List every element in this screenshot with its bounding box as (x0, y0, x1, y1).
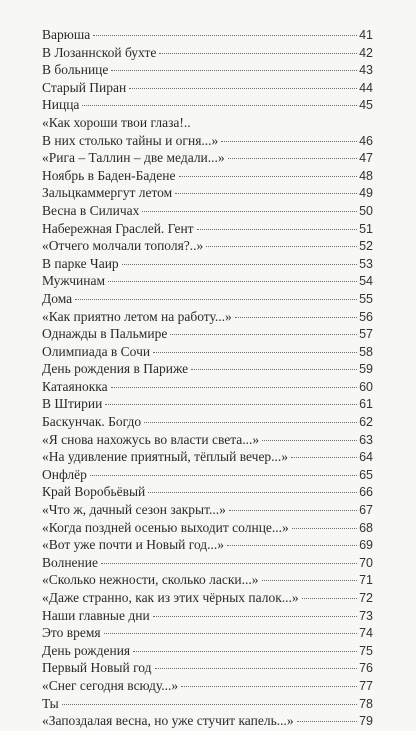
toc-entry-title: Это время (42, 625, 101, 641)
toc-entry-title: В Лозаннской бухте (42, 44, 157, 60)
toc-dot-leader (191, 369, 357, 370)
toc-entry-page-number: 41 (359, 28, 373, 42)
toc-dot-leader (104, 633, 357, 634)
toc-dot-leader (262, 580, 358, 581)
toc-entry (42, 395, 373, 413)
toc-entry-title: «Вот уже почти и Новый год...» (42, 537, 225, 553)
toc-entry (42, 343, 373, 361)
toc-entry-title: Ты (42, 695, 59, 711)
toc-entry (42, 659, 373, 677)
toc-entry (42, 519, 373, 537)
toc-entry-title: «Что ж, дачный сезон закрыт...» (42, 502, 226, 518)
toc-dot-leader (82, 105, 357, 106)
toc-entry-title: Онфлёр (42, 466, 87, 482)
toc-entry-title: «Снег сегодня всюду...» (42, 677, 179, 693)
toc-entry-title: Дома (42, 290, 73, 306)
toc-entry-title: Край Воробьёвый (42, 484, 146, 500)
toc-entry-title: Олимпиада в Сочи (42, 343, 151, 359)
toc-entry-title: Ницца (42, 97, 80, 113)
toc-entry-page-number: 53 (359, 256, 373, 271)
toc-entry (42, 360, 373, 378)
toc-entry-page-number: 43 (359, 63, 373, 78)
toc-entry-title: Катаянокка (42, 378, 108, 394)
toc-entry (42, 96, 373, 114)
toc-entry-title: Баскунчак. Богдо (42, 414, 142, 430)
toc-entry-title: «Я снова нахожусь во власти света...» (42, 431, 260, 447)
toc-dot-leader (75, 299, 357, 300)
toc-entry-page-number: 62 (359, 415, 373, 430)
toc-dot-leader (153, 616, 357, 617)
toc-entry-title: «На удивление приятный, тёплый вечер...» (42, 449, 289, 465)
toc-entry-title: В больнице (42, 62, 109, 78)
toc-entry (42, 61, 373, 79)
toc-entry-page-number: 45 (359, 98, 373, 113)
toc-entry-title: «Рига – Таллин – две медали...» (42, 150, 225, 166)
toc-entry-page-number: 67 (359, 503, 373, 518)
toc-entry (42, 184, 373, 202)
toc-entry-page-number: 64 (359, 450, 373, 465)
toc-entry-title: День рождения (42, 642, 131, 658)
toc-entry (42, 501, 373, 519)
toc-entry (42, 413, 373, 431)
toc-entry-page-number: 68 (359, 520, 373, 535)
toc-entry-title: Набережная Граслей. Гент (42, 220, 194, 236)
toc-dot-leader (291, 457, 357, 458)
toc-dot-leader (62, 704, 357, 705)
toc-entry-page-number: 49 (359, 186, 373, 201)
toc-entry-page-number: 74 (359, 626, 373, 641)
toc-dot-leader (292, 528, 357, 529)
toc-entry-page-number: 57 (359, 327, 373, 342)
toc-entry-page-number: 47 (359, 151, 373, 166)
toc-entry (42, 448, 373, 466)
toc-entry-title: Весна в Силичах (42, 202, 140, 218)
toc-dot-leader (153, 352, 357, 353)
toc-entry-title: «Запоздалая весна, но уже стучит капель...» (42, 713, 294, 729)
toc-entry-page-number: 58 (359, 344, 373, 359)
toc-entry (42, 589, 373, 607)
toc-entry-title: «Сколько нежности, сколько ласки...» (42, 572, 259, 588)
toc-dot-leader (111, 70, 357, 71)
toc-dot-leader (302, 598, 357, 599)
toc-dot-leader (148, 492, 357, 493)
toc-entry-page-number: 42 (359, 45, 373, 60)
toc-entry-title: Ноябрь в Баден-Бадене (42, 167, 176, 183)
toc-dot-leader (101, 563, 357, 564)
toc-entry (42, 26, 373, 44)
toc-entry (42, 149, 373, 167)
toc-dot-leader (235, 317, 357, 318)
toc-entry (42, 290, 373, 308)
toc-entry-title: В Штирии (42, 396, 103, 412)
toc-entry-title: «Когда поздней осенью выходит солнце...» (42, 519, 289, 535)
toc-entry (42, 325, 373, 343)
toc-entry-page-number: 66 (359, 485, 373, 500)
toc-dot-leader (179, 176, 358, 177)
toc-entry (42, 624, 373, 642)
toc-entry (42, 220, 373, 238)
table-of-contents (42, 26, 373, 730)
toc-dot-leader (133, 651, 357, 652)
toc-entry-page-number: 56 (359, 309, 373, 324)
toc-entry (42, 466, 373, 484)
toc-entry-page-number: 65 (359, 467, 373, 482)
toc-entry (42, 308, 373, 326)
toc-entry-title: Однажды в Пальмире (42, 326, 168, 342)
toc-entry-title: День рождения в Париже (42, 361, 189, 377)
toc-entry-page-number: 73 (359, 608, 373, 623)
toc-entry-title: В парке Чаир (42, 255, 119, 271)
toc-dot-leader (229, 510, 357, 511)
toc-entry (42, 554, 373, 572)
toc-dot-leader (90, 475, 357, 476)
toc-dot-leader (122, 264, 357, 265)
toc-entry (42, 132, 373, 150)
toc-entry-page-number: 60 (359, 379, 373, 394)
toc-dot-leader (142, 211, 357, 212)
toc-dot-leader (181, 686, 357, 687)
toc-entry-title: «Как приятно летом на работу...» (42, 308, 232, 324)
toc-dot-leader (221, 141, 357, 142)
toc-entry-page-number: 46 (359, 133, 373, 148)
toc-entry (42, 378, 373, 396)
toc-entry-page-number: 48 (359, 168, 373, 183)
toc-entry-page-number: 52 (359, 239, 373, 254)
toc-entry-title: В них столько тайны и огня...» (42, 132, 219, 148)
toc-entry (42, 536, 373, 554)
toc-dot-leader (227, 545, 357, 546)
toc-entry (42, 431, 373, 449)
toc-dot-leader (175, 193, 357, 194)
toc-dot-leader (155, 668, 358, 669)
toc-entry-title: Старый Пиран (42, 79, 127, 95)
toc-entry (42, 114, 373, 132)
toc-dot-leader (111, 387, 357, 388)
toc-entry-page-number: 77 (359, 678, 373, 693)
toc-entry-page-number: 54 (359, 274, 373, 289)
toc-entry-page-number: 78 (359, 696, 373, 711)
toc-entry-page-number: 72 (359, 591, 373, 605)
toc-entry-page-number: 69 (359, 538, 373, 553)
toc-dot-leader (262, 440, 357, 441)
toc-entry-page-number: 70 (359, 555, 373, 570)
toc-entry (42, 712, 373, 730)
toc-entry-title: «Отчего молчали тополя?..» (42, 238, 204, 254)
toc-entry (42, 642, 373, 660)
toc-dot-leader (144, 422, 357, 423)
toc-entry-page-number: 76 (359, 661, 373, 676)
toc-entry-title: Варюша (42, 27, 91, 42)
toc-entry (42, 483, 373, 501)
toc-entry-page-number: 59 (359, 362, 373, 377)
toc-entry-page-number: 79 (359, 714, 373, 729)
toc-entry (42, 79, 373, 97)
toc-entry-page-number: 61 (359, 397, 373, 412)
toc-entry (42, 571, 373, 589)
toc-entry-title: Первый Новый год (42, 660, 152, 676)
toc-dot-leader (206, 246, 357, 247)
toc-entry-title: «Как хороши твои глаза!.. (42, 114, 191, 130)
toc-dot-leader (197, 229, 358, 230)
toc-entry (42, 607, 373, 625)
toc-entry-title: «Даже странно, как из этих чёрных палок...» (42, 590, 299, 605)
toc-entry (42, 272, 373, 290)
toc-entry-page-number: 44 (359, 80, 373, 95)
toc-entry-page-number: 51 (359, 221, 373, 236)
toc-entry-page-number: 71 (359, 573, 373, 588)
toc-dot-leader (159, 53, 357, 54)
toc-entry-title: Наши главные дни (42, 607, 150, 623)
toc-dot-leader (93, 35, 357, 36)
toc-entry-title: Зальцкаммергут летом (42, 185, 173, 201)
toc-dot-leader (170, 334, 357, 335)
toc-entry (42, 167, 373, 185)
toc-entry (42, 202, 373, 220)
toc-dot-leader (297, 721, 357, 722)
toc-dot-leader (105, 404, 357, 405)
toc-entry-page-number: 50 (359, 203, 373, 218)
toc-entry-page-number: 55 (359, 291, 373, 306)
toc-dot-leader (129, 88, 357, 89)
toc-entry (42, 44, 373, 62)
toc-entry-title: Волнение (42, 554, 98, 570)
toc-entry-title: Мужчинам (42, 273, 106, 289)
toc-dot-leader (108, 281, 357, 282)
toc-entry (42, 695, 373, 713)
toc-entry (42, 677, 373, 695)
toc-dot-leader (228, 158, 357, 159)
toc-entry-page-number: 75 (359, 643, 373, 658)
toc-entry-page-number: 63 (359, 432, 373, 447)
toc-entry (42, 237, 373, 255)
toc-entry (42, 255, 373, 273)
